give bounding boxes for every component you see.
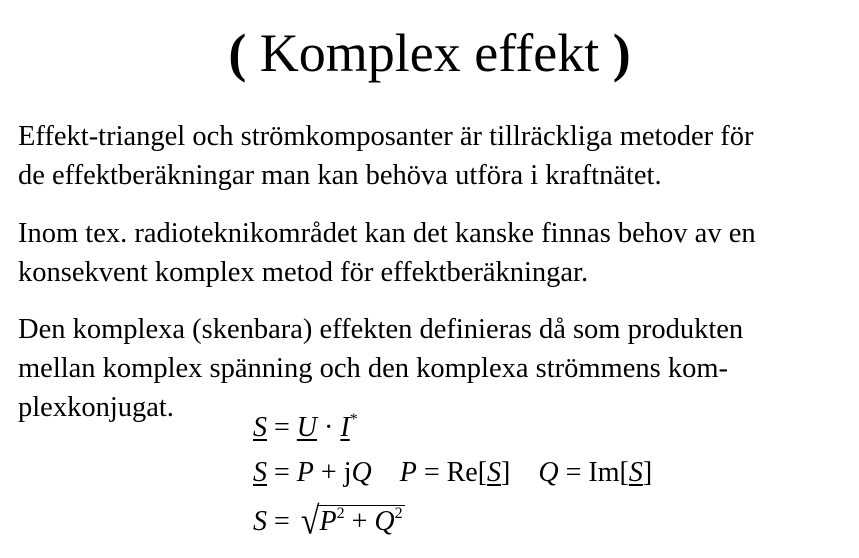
eq2-im-open: = Im[ <box>558 457 629 488</box>
equation-magnitude <box>253 500 405 543</box>
paragraph-2-line-2: konsekvent komplex metod för effektberäkningar. <box>18 257 589 288</box>
eq2-equals: = <box>267 457 297 488</box>
eq3-plus: + <box>344 506 375 537</box>
eq2-re-s-symbol: S <box>487 457 502 488</box>
paragraph-2 <box>18 214 853 292</box>
eq2-s-symbol: S <box>253 457 267 488</box>
eq1-i-symbol: I <box>340 412 350 443</box>
eq1-dot: · <box>317 412 341 443</box>
equation-real-imag <box>253 457 652 489</box>
paragraph-3-line-3: plexkonjugat. <box>18 392 174 423</box>
paragraph-1-line-1: Effekt-triangel och strömkomposanter är tillräckliga metoder för <box>18 121 754 152</box>
paragraph-1-line-2: de effektberäkningar man kan behöva utföra i kraftnätet. <box>18 160 662 191</box>
eq3-p-exponent: 2 <box>336 505 345 522</box>
eq3-equals: = <box>267 506 297 537</box>
eq2-im-close: ] <box>642 457 653 488</box>
eq2-plus-j: + j <box>313 457 352 488</box>
title-text: Komplex effekt <box>259 23 600 83</box>
paragraph-3 <box>18 310 853 427</box>
sqrt-sign: √ <box>300 500 320 543</box>
slide-title <box>0 20 859 86</box>
eq3-radicand <box>317 505 404 542</box>
eq3-q-exponent: 2 <box>394 505 403 522</box>
paragraph-1 <box>18 117 853 195</box>
eq2-re-open: = Re[ <box>416 457 488 488</box>
paragraph-2-line-1: Inom tex. radioteknikområdet kan det kanske finnas behov av en <box>18 218 756 249</box>
eq3-square-root <box>297 500 405 543</box>
eq2-p-symbol: P <box>296 457 314 488</box>
eq2-im-s-symbol: S <box>628 457 643 488</box>
title-open-paren: ( <box>228 23 247 83</box>
eq3-p-symbol: P <box>319 506 337 537</box>
eq1-equals: = <box>267 412 297 443</box>
eq3-q-symbol: Q <box>374 506 395 537</box>
title-close-paren: ) <box>612 23 631 83</box>
equation-complex-power <box>253 412 358 448</box>
eq2-q-def-symbol: Q <box>538 457 559 488</box>
eq3-s-symbol: S <box>253 506 267 537</box>
eq2-p-def-symbol: P <box>399 457 417 488</box>
eq1-u-symbol: U <box>296 412 318 443</box>
paragraph-3-line-1: Den komplexa (skenbara) effekten definieras då som produkten <box>18 314 744 345</box>
paragraph-3-line-2: mellan komplex spänning och den komplexa strömmens kom- <box>18 353 728 384</box>
eq1-s-symbol: S <box>253 412 267 443</box>
eq1-conjugate-star: * <box>349 411 358 428</box>
eq2-re-close: ] <box>501 457 511 488</box>
eq2-q-symbol: Q <box>351 457 372 488</box>
